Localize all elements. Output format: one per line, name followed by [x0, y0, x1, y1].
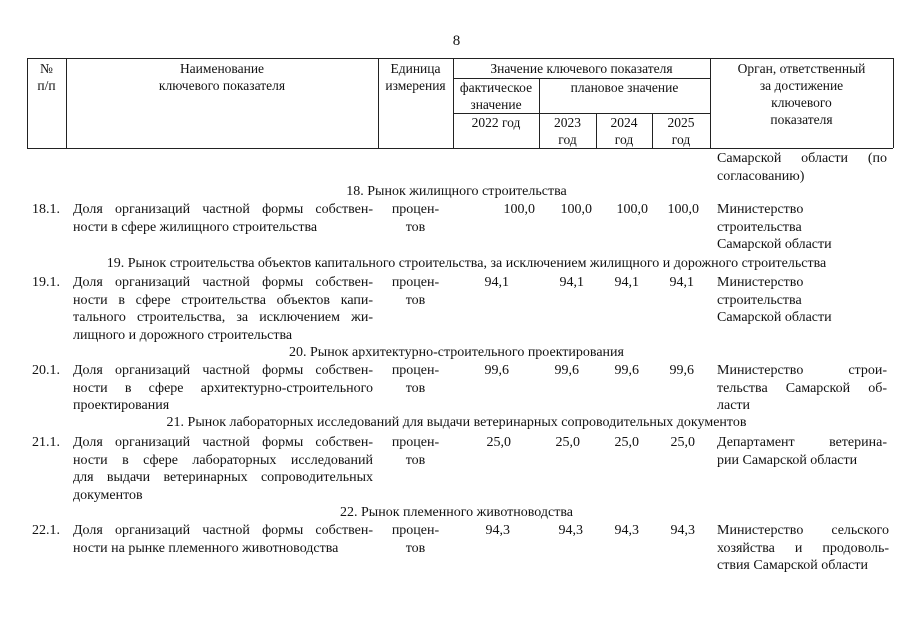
header-name-label: Наименование ключевого показателя — [158, 61, 286, 93]
row-responsible-org: Министерство сельского хозяйства и продоволь- ствия Самарской области — [717, 523, 889, 573]
row-value-2024: 99,6 — [614, 363, 639, 378]
carryover-org: Самарской области (по согласованию) — [717, 151, 887, 184]
section-title: 18. Рынок жилищного строительства — [346, 184, 567, 199]
row-value-2025: 94,1 — [669, 275, 694, 290]
row-unit: процен- тов — [391, 275, 440, 308]
row-value-2024: 25,0 — [614, 435, 639, 450]
row-number: 22.1. — [32, 523, 60, 538]
row-number: 18.1. — [32, 202, 60, 217]
col-border — [893, 58, 894, 148]
row-value-2022: 94,1 — [484, 275, 509, 290]
header-top-border — [27, 58, 893, 59]
header-planned-label: плановое значение — [570, 80, 679, 95]
header-value-group-label: Значение ключевого показателя — [490, 61, 673, 76]
row-unit: процен- тов — [391, 202, 440, 235]
row-number: 21.1. — [32, 435, 60, 450]
row-value-2023: 94,1 — [559, 275, 584, 290]
row-value-2022: 100,0 — [503, 202, 535, 217]
row-value-2023: 100,0 — [560, 202, 592, 217]
section-title: 22. Рынок племенного животноводства — [340, 505, 573, 520]
row-indicator-name: Доля организаций частной формы собствен- ности в сфере архитектурно-строительного проектирования — [73, 363, 373, 413]
row-indicator-name: Доля организаций частной формы собствен- ности в сфере лабораторных исследований для выдачи ветеринарных сопроводительных документов — [73, 435, 373, 503]
row-responsible-org: Министерство строительства Самарской области — [717, 275, 832, 325]
row-value-2022: 94,3 — [485, 523, 510, 538]
header-year-2025: 2025 год — [667, 115, 695, 147]
page-number: 8 — [452, 33, 461, 49]
row-value-2024: 100,0 — [616, 202, 648, 217]
row-number: 20.1. — [32, 363, 60, 378]
row-responsible-org: Министерство строи- тельства Самарской об- ласти — [717, 363, 887, 413]
row-unit: процен- тов — [391, 435, 440, 468]
header-actual-label: фактическое значение — [459, 80, 533, 112]
section-title: 20. Рынок архитектурно-строительного проектирования — [289, 345, 624, 360]
row-value-2025: 94,3 — [670, 523, 695, 538]
header-year-2024: 2024 год — [610, 115, 638, 147]
header-year-2023: 2023 год — [554, 115, 581, 147]
row-value-2024: 94,3 — [614, 523, 639, 538]
section-title: 21. Рынок лабораторных исследований для выдачи ветеринарных сопроводительных документов — [166, 415, 747, 430]
row-responsible-org: Министерство строительства Самарской области — [717, 202, 832, 252]
row-unit: процен- тов — [391, 523, 440, 556]
row-value-2025: 99,6 — [669, 363, 694, 378]
section-title: 19. Рынок строительства объектов капитального строительства, за исключением жилищного и дорожного строительства — [106, 256, 827, 271]
header-org-label: Орган, ответственный за достижение ключевого показателя — [737, 61, 866, 127]
row-indicator-name: Доля организаций частной формы собствен- ности в сфере строительства объектов капи- тального строительства, за исключением жи- лищного и дорожного строительства — [73, 275, 373, 343]
row-value-2025: 100,0 — [667, 202, 699, 217]
header-year-2022: 2022 год — [471, 115, 521, 130]
row-value-2023: 25,0 — [555, 435, 580, 450]
row-unit: процен- тов — [391, 363, 440, 396]
header-num-label: № п/п — [37, 61, 56, 93]
row-indicator-name: Доля организаций частной формы собствен- ности на рынке племенного животноводства — [73, 523, 373, 556]
header-bottom-border — [27, 148, 893, 149]
row-indicator-name: Доля организаций частной формы собствен- ности в сфере жилищного строительства — [73, 202, 373, 235]
row-value-2025: 25,0 — [670, 435, 695, 450]
row-value-2022: 99,6 — [484, 363, 509, 378]
row-value-2022: 25,0 — [486, 435, 511, 450]
row-value-2023: 99,6 — [554, 363, 579, 378]
row-responsible-org: Департамент ветерина- рии Самарской области — [717, 435, 887, 468]
row-value-2024: 94,1 — [614, 275, 639, 290]
row-value-2023: 94,3 — [558, 523, 583, 538]
row-number: 19.1. — [32, 275, 60, 290]
header-unit-label: Единица измерения — [385, 61, 446, 93]
